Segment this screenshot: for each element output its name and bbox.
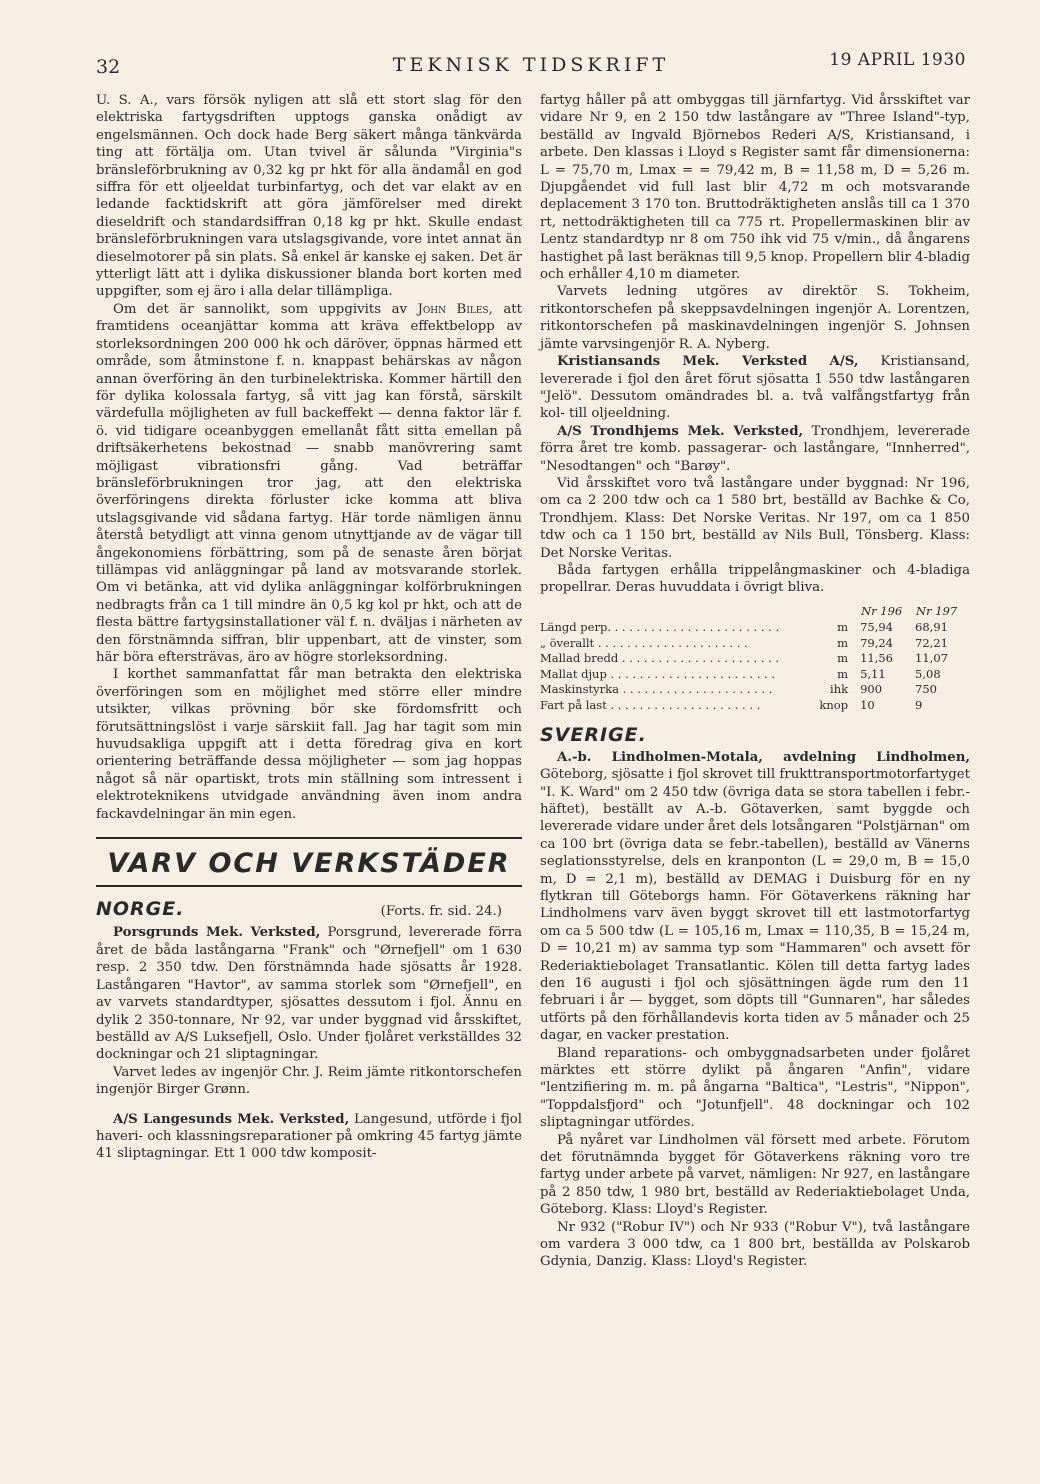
paragraph: Varvets ledning utgöres av direktör S. Tokheim, ritkontorschefen på skeppsavdelningen ingenjör A. Lorentzen, ritkontorschefen på maskinavdelningen ingenjör S. Johnsen jämte varvsingenjör R. A. Nyberg. xyxy=(540,284,970,352)
paragraph: A/S Langesunds Mek. Verksted, Langesund, utförde i fjol haveri- och klassningsreparationer på omkring 45 fartyg jämte 41 sliptagningar. Ett 1 000 tdw komposit- xyxy=(96,1111,522,1162)
company-name: Kristiansands Mek. Verksted A/S, xyxy=(557,354,859,370)
paragraph: Om det är sannolikt, som uppgivits av John Biles, att framtidens oceanjättar komma att kräva effektbelopp av storleksordningen 200 000 hk och däröver, öppnas härmed ett område, som åtminstone f. n. knappast behärskas av någon annan överföring än den turbinelektriska. Kommer härtill den för dylika kolossala fartyg, så vitt jag kan förstå, särskilt värdefulla möjligheten av full backeffekt — denna faktor lär f. ö. vid tidigare oceanbyggen emellanåt fått sitta emellan på driftsäkerhetens bekostnad — snabb manövrering samt möjligast vibrationsfri gång. Vad beträffar bränsleförbrukningen tror jag, att den elektriska överföringens direkta förluster icke komma att bliva utslagsgivande vid sådana fartyg. Här torde nämligen ännu återstå betydligt att vinna genom utnyttjande av de vägar till ångekonomiens förbättring, som på de senaste åren börjat tillämpas vid anläggningar på land av motsvarande storlek. Om vi betänka, att vid dylika anläggningar kolförbrukningen nedbragts från ca 1 till mindre än 0,5 kg kol pr hkt, och att de flesta bättre fartygsinstallationer väl f. n. dväljas i närheten av den förstnämnda siffran, blir uppenbart, att de vinster, som här böra eftersträvas, äro av högre storleksordning. xyxy=(96,301,522,665)
paragraph: A/S Trondhjems Mek. Verksted, Trondhjem, levererade förra året tre komb. passagerar- och lastångare, "Innherred", "Nesodtangen" och "Barøy". xyxy=(540,423,971,474)
table-row xyxy=(540,620,970,636)
company-name: Porsgrunds Mek. Verksted, xyxy=(113,925,321,941)
value-nr196: 10 xyxy=(860,697,875,712)
country-heading: NORGE. xyxy=(96,898,185,921)
page-number: 32 xyxy=(96,56,121,78)
country-heading-row xyxy=(96,898,522,921)
paragraph: Båda fartygen erhålla trippelångmaskiner och 4-bladiga propellrar. Deras huvuddata i övrigt bliva. xyxy=(540,562,970,596)
value-nr197: 750 xyxy=(915,682,937,697)
value-nr197: 9 xyxy=(915,697,923,712)
table-row xyxy=(540,636,970,652)
paragraph: Vid årsskiftet voro två lastångare under byggnad: Nr 196, om ca 2 200 tdw och ca 1 580 brt, beställd av Bachke & Co, Trondhjem. Klass: Det Norske Veritas. Nr 197, om ca 1 850 tdw och ca 1 150 brt, beställd av Nils Bull, Tönsberg. Klass: Det Norske Veritas. xyxy=(540,475,970,561)
journal-title: TEKNISK TIDSKRIFT xyxy=(392,54,670,76)
paragraph: Varvet ledes av ingenjör Chr. J. Reim jämte ritkontorschefen ingenjör Birger Grønn. xyxy=(96,1064,522,1098)
paragraph: fartyg håller på att ombyggas till järnfartyg. Vid årsskiftet var vidare Nr 9, en 2 150 tdw lastångare av "Three Island"-typ, beställd av Ingvald Björnebos Rederi A/S, Kristiansand, i arbete. Den klassas i Lloyd s Register samt får dimensionerna: L = 75,70 m, Lmax = = 79,42 m, B = 11,58 m, D = 5,26 m. Djupgåendet vid full last blir 4,72 m och motsvarande deplacement 3 170 ton. Bruttodräktigheten anslås till ca 1 370 rt, nettodräktigheten till ca 775 rt. Propellermaskinen blir av Lentz standardtyp nr 8 om 750 ihk vid 75 v/min., då ångarens hastighet på last beräknas till 9,5 knop. Propellern blir 4-bladig och erhåller 4,10 m diameter. xyxy=(540,93,970,283)
row-unit: m xyxy=(837,635,849,650)
row-label: Mallat djup . . . . . . . . . . . . . . . . . . . . . . . xyxy=(540,666,775,681)
company-name: A.-b. Lindholmen-Motala, avdelning Lindholmen, xyxy=(557,749,970,765)
country-heading: SVERIGE. xyxy=(540,724,647,747)
value-nr197: 72,21 xyxy=(915,635,948,650)
ship-data-table xyxy=(540,603,970,714)
row-label: Längd perp. . . . . . . . . . . . . . . . . . . . . . . . xyxy=(540,620,780,635)
column-header: Nr 196 xyxy=(861,603,903,618)
value-nr196: 75,94 xyxy=(860,620,894,635)
value-nr196: 79,24 xyxy=(860,635,894,650)
section-title: VARV OCH VERKSTÄDER xyxy=(96,837,522,887)
value-nr197: 11,07 xyxy=(915,651,948,666)
table-row xyxy=(540,682,970,698)
table-row xyxy=(540,651,970,667)
paragraph: U. S. A., vars försök nyligen att slå ett stort slag för den elektriska fartygsdriften upptogs ganska onådigt av engelsmännen. Och dock hade Berg säkert många tänkvärda ting att förtälja om. Utan tvivel är sålunda "Virginia"s bränsleförbrukning av 0,32 kg pr hkt för alla ändamål en god siffra för ett oljeeldat turbinfartyg, och det var elakt av en ledande facktidskrift att göra jämförelser med direkt dieseldrift och standardsiffran 0,18 kg pr hkt. Skulle endast bränsleförbrukningen vara utslagsgivande, vore intet annat än dieselmotorer på sin plats. Så enkel är kanske ej saken. Det är ytterligt lätt att i dylika diskussioner blanda bort korten med uppgifter, som ej äro i alla delar tillämpliga. xyxy=(96,93,522,300)
table-header-row xyxy=(540,603,970,621)
value-nr196: 900 xyxy=(860,682,883,697)
row-label: Maskinstyrka . . . . . . . . . . . . . . . . . . . . . xyxy=(540,682,773,697)
table-row xyxy=(540,698,970,714)
paragraph: Bland reparations- och ombyggnadsarbeten under fjolåret märktes ett större dylikt på ångaren "Anfin", vidare "lentzifiering m. m. på ångarna "Baltica", "Lestris", "Nippon", "Toppdalsfjord" och "Jotunfjell". 48 dockningar och 102 sliptagningar utfördes. xyxy=(540,1045,970,1131)
row-label: Mallad bredd . . . . . . . . . . . . . . . . . . . . . . xyxy=(540,651,780,666)
value-nr197: 5,08 xyxy=(915,666,941,681)
paragraph: På nyåret var Lindholmen väl försett med arbete. Förutom det förutnämnda bygget för Götaverkens räkning voro tre fartyg under arbete på varvet, nämligen: Nr 927, en lastångare på 2 850 tdw, 1 980 brt, beställd av Rederiaktiebolaget Unda, Göteborg. Klass: Lloyd's Register. xyxy=(540,1132,970,1218)
issue-date: 19 APRIL 1930 xyxy=(829,50,966,70)
right-column xyxy=(540,92,970,1271)
paragraph: Nr 932 ("Robur IV") och Nr 933 ("Robur V"), två lastångare om vardera 3 000 tdw, ca 1 800 brt, beställda av Polskarob Gdynia, Danzig. Klass: Lloyd's Register. xyxy=(540,1219,970,1270)
row-unit: m xyxy=(837,620,849,635)
table-row xyxy=(540,667,970,683)
value-nr196: 5,11 xyxy=(860,666,886,681)
paragraph: A.-b. Lindholmen-Motala, avdelning Lindholmen, Göteborg, sjösatte i fjol skrovet till frukttransportmotorfartyget "I. K. Ward" om 2 450 tdw (övriga data se stora tabellen i febr.-häftet), beställt av A.-b. Götaverken, samt byggde och levererade vidare under året dels lotsångaren "Polstjärnan" om ca 100 brt (övriga data se febr.-tabellen), beställd av Vänerns seglationsstyrelse, dels en kranponton (L = 29,0 m, B = 15,0 m, D = 2,1 m), beställd av DEMAG i Duisburg för en ny flytkran till Göteborgs hamn. För Götaverkens räkning har Lindholmens varv även byggt skrovet till ett lastmotorfartyg om ca 5 500 tdw (L = 105,16 m, Lmax = 110,35, B = 15,24 m, D = 10,21 m) av samma typ som "Hammaren" och avsett för Rederiaktiebolaget Transatlantic. Kölen till detta fartyg lades den 16 augusti i fjol och sjösättningen ägde rum den 11 februari i år — bygget, som döpts till "Gunnaren", har således utförts på den förhållandevis korta tiden av 5 månader och 25 dagar, en vacker prestation. xyxy=(540,749,970,1044)
running-head xyxy=(96,48,966,88)
value-nr197: 68,91 xyxy=(915,620,948,635)
row-unit: m xyxy=(837,666,849,681)
paragraph: Porsgrunds Mek. Verksted, Porsgrund, levererade förra året de båda lastångarna "Frank" och "Ørnefjell" om 1 630 resp. 2 350 tdw. Den förstnämnda hade sjösatts år 1928. Lastångaren "Havtor", av samma storlek som "Ørnefjell", en av varvets standardtyper, sjösattes dessutom i fjol. Ännu en dylik 2 350-tonnare, Nr 92, var under byggnad vid årsskiftet, beställd av A/S Luksefjell, Oslo. Under fjolåret verkställdes 32 dockningar och 21 sliptagningar. xyxy=(96,925,522,1063)
row-unit: ihk xyxy=(830,682,849,697)
paragraph: Kristiansands Mek. Verksted A/S, Kristiansand, levererade i fjol den året förut sjösatta 1 550 tdw lastångaren "Jelö". Dessutom omändrades bl. a. två valfångstfartyg från kol- till oljeeldning. xyxy=(540,354,970,422)
column-header: Nr 197 xyxy=(916,603,958,618)
continuation-note: (Forts. fr. sid. 24.) xyxy=(380,904,502,920)
paragraph: I korthet sammanfattat får man betrakta den elektriska överföringen som en möjlighet med större eller mindre utsikter, vilkas prövning bör ske fördomsfritt och förutsättningslöst i varje särskiit fall. Jag har tagit som min huvudsakliga uppgift att i detta föredrag giva en kort orientering beträffande dessa möjligheter — som jag hoppas något så när opartiskt, trots min ställning som intressent i elektroteknikens utvidgade användning även inom andra fackavdelningar än min egen. xyxy=(96,667,522,822)
value-nr196: 11,56 xyxy=(860,651,894,666)
row-unit: m xyxy=(837,651,849,666)
row-label: Fart på last . . . . . . . . . . . . . . . . . . . . . xyxy=(540,697,761,712)
author-name: John Biles xyxy=(417,301,489,317)
left-column xyxy=(96,92,522,1163)
company-name: A/S Langesunds Mek. Verksted, xyxy=(113,1111,350,1127)
company-name: A/S Trondhjems Mek. Verksted, xyxy=(557,423,804,439)
row-unit: knop xyxy=(819,697,849,712)
row-label: „ överallt . . . . . . . . . . . . . . . . . . . . . xyxy=(540,635,748,650)
